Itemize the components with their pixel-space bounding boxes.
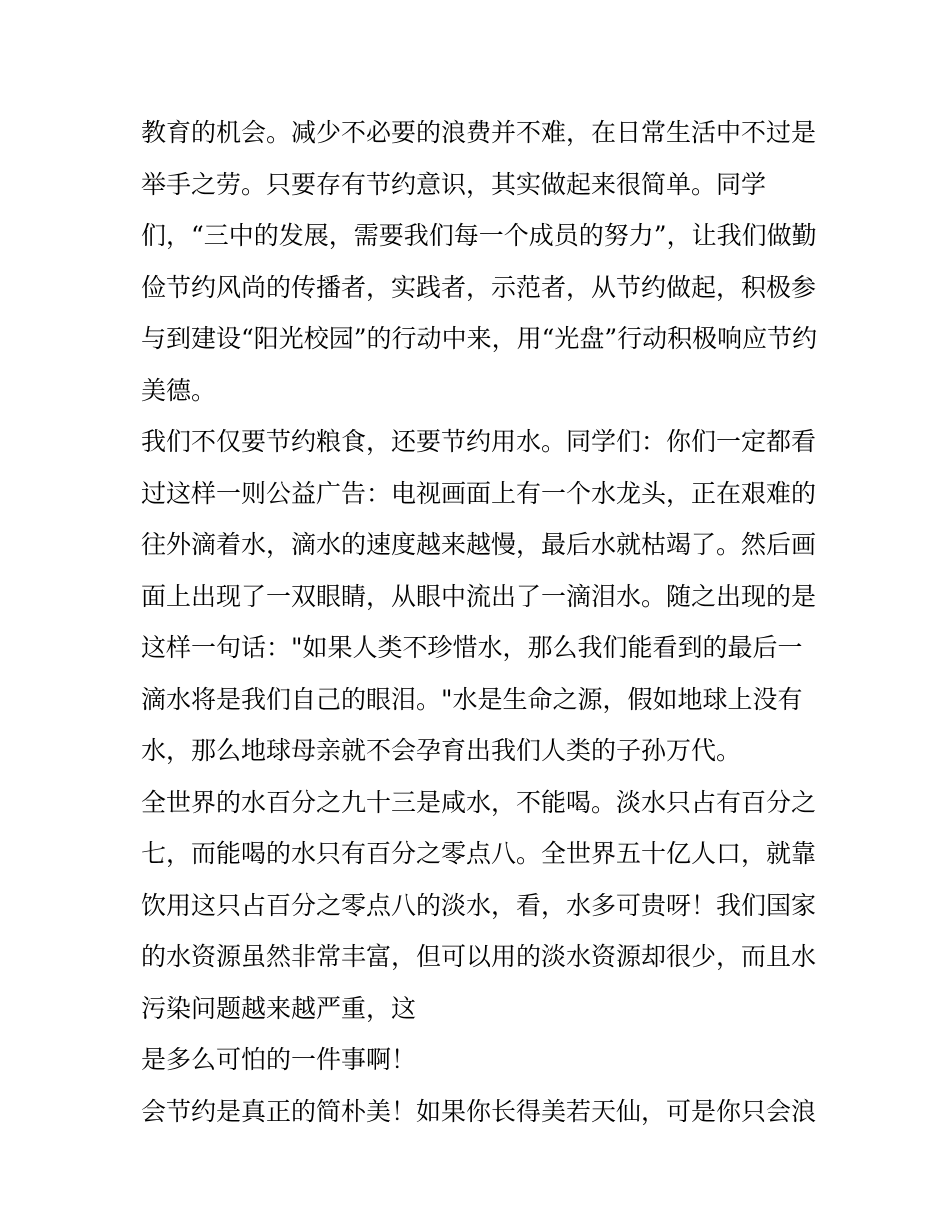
text-line: 水，那么地球母亲就不会孕育出我们人类的子孙万代。 [141, 736, 742, 765]
text-line: 与到建设“阳光校园”的行动中来，用“光盘”行动积极响应节约 [141, 324, 818, 353]
text-line: 美德。 [141, 375, 217, 405]
text-line: 全世界的水百分之九十三是咸水，不能喝。淡水只占有百分之 [141, 787, 817, 817]
text-line: 面上出现了一双眼睛，从眼中流出了一滴泪水。随之出现的是 [141, 581, 817, 611]
text-line: 七，而能喝的水只有百分之零点八。全世界五十亿人口，就靠 [141, 839, 817, 868]
text-line: 这样一句话："如果人类不珍惜水，那么我们能看到的最后一 [141, 633, 803, 662]
text-line: 是多么可怕的一件事啊！ [141, 1045, 417, 1074]
text-line: 我们不仅要节约粮食，还要节约用水。同学们：你们一定都看 [141, 427, 817, 456]
text-line: 污染问题越来越严重，这 [141, 993, 417, 1023]
text-line: 饮用这只占百分之零点八的淡水，看，水多可贵呀！我们国家 [141, 890, 817, 920]
text-line: 俭节约风尚的传播者，实践者，示范者，从节约做起，积极参 [141, 272, 817, 302]
text-line: 的水资源虽然非常丰富，但可以用的淡水资源却很少，而且水 [141, 942, 817, 971]
text-line: 举手之劳。只要存有节约意识，其实做起来很简单。同学 [141, 169, 767, 199]
text-line: 们，“三中的发展，需要我们每一个成员的努力”，让我们做勤 [141, 221, 817, 250]
text-line: 过这样一则公益广告：电视画面上有一个水龙头，正在艰难的 [141, 478, 817, 508]
body-text [141, 107, 821, 1137]
text-line: 滴水将是我们自己的眼泪。"水是生命之源，假如地球上没有 [141, 684, 803, 714]
text-line: 会节约是真正的简朴美！如果你长得美若天仙，可是你只会浪 [141, 1096, 817, 1126]
text-line: 往外滴着水，滴水的速度越来越慢，最后水就枯竭了。然后画 [141, 530, 817, 559]
text-line: 教育的机会。减少不必要的浪费并不难，在日常生活中不过是 [141, 118, 817, 147]
